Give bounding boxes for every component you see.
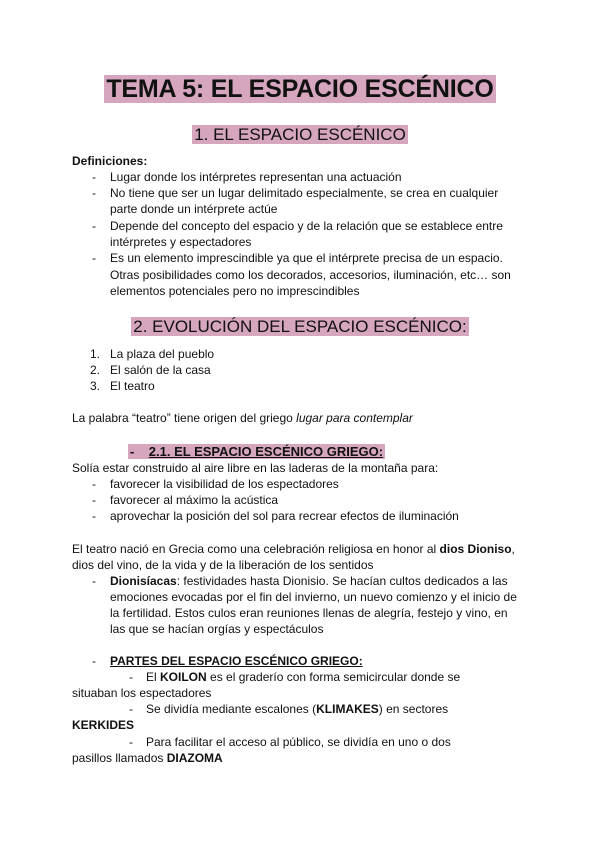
bullet-dash: - xyxy=(92,251,96,265)
list-item-plaza: La plaza del pueblo xyxy=(110,347,215,361)
section2-heading xyxy=(0,316,600,338)
list-item-salon: El salón de la casa xyxy=(110,363,211,377)
grecia-paragraph-line2: dios del vino, de la vida y de la liberación de los sentidos xyxy=(72,558,374,572)
bullet-dash: - xyxy=(92,186,96,200)
griego-intro: Solía estar construido al aire libre en las laderas de la montaña para: xyxy=(72,461,439,475)
bullet-dash: - xyxy=(129,702,133,716)
klimakes-line: Se dividía mediante escalones (KLIMAKES) en sectores xyxy=(146,702,449,716)
bullet-dash: - xyxy=(92,219,96,233)
griego-item-2: favorecer al máximo la acústica xyxy=(110,493,279,507)
definition-2-line2: parte donde un intérprete actúe xyxy=(110,202,278,216)
koilon-line2: situaban los espectadores xyxy=(72,686,212,700)
definition-1: Lugar donde los intérpretes representan una actuación xyxy=(110,170,402,184)
list-number: 3. xyxy=(90,379,101,393)
list-number: 2. xyxy=(90,363,101,377)
teatro-origin: La palabra “teatro” tiene origen del griego lugar para contemplar xyxy=(72,411,413,425)
definition-4-line2: Otras posibilidades como los decorados, accesorios, iluminación, etc… son xyxy=(110,268,511,282)
diazoma-line2: pasillos llamados DIAZOMA xyxy=(72,751,223,765)
bullet-dash: - xyxy=(92,477,96,491)
griego-item-1: favorecer la visibilidad de los espectadores xyxy=(110,477,339,491)
koilon-line1: El KOILON es el graderío con forma semicircular donde se xyxy=(146,670,461,684)
definition-3-line1: Depende del concepto del espacio y de la relación que se establece entre xyxy=(110,219,503,233)
page-title-text: TEMA 5: EL ESPACIO ESCÉNICO xyxy=(106,75,494,103)
bullet-dash: - xyxy=(92,654,96,668)
list-item-teatro: El teatro xyxy=(110,379,155,393)
definition-2-line1: No tiene que ser un lugar delimitado especialmente, se crea en cualquier xyxy=(110,186,499,200)
griego-item-3: aprovechar la posición del sol para recrear efectos de iluminación xyxy=(110,509,459,523)
dionisiacas-line4: las que se hacían orgías y espectáculos xyxy=(110,622,324,636)
dionisiacas-line3: la fertilidad. Estos culos eran reuniones llenas de alegría, festejo y vino, en xyxy=(110,606,508,620)
definitions-label: Definiciones: xyxy=(72,154,148,168)
bullet-dash: - xyxy=(92,574,96,588)
kerkides-line: KERKIDES xyxy=(72,718,135,732)
list-number: 1. xyxy=(90,347,101,361)
dionisiacas-line2: emociones evocadas por el fin del invierno, un nuevo comienzo y el inicio de xyxy=(110,590,517,604)
definition-4-line1: Es un elemento imprescindible ya que el intérprete precisa de un espacio. xyxy=(110,251,503,265)
section1-heading xyxy=(0,124,600,146)
diazoma-line1: Para facilitar el acceso al público, se dividía en uno o dos xyxy=(146,735,451,749)
dionisiacas-line1: Dionisíacas: festividades hasta Dionisio. Se hacían cultos dedicados a las xyxy=(110,574,508,588)
section1-heading-text: 1. EL ESPACIO ESCÉNICO xyxy=(194,125,406,144)
bullet-dash: - xyxy=(129,735,133,749)
section2-heading-text: 2. EVOLUCIÓN DEL ESPACIO ESCÉNICO: xyxy=(133,317,467,336)
bullet-dash: - xyxy=(129,670,133,684)
section21-heading: - 2.1. EL ESPACIO ESCÉNICO GRIEGO: xyxy=(130,444,384,459)
definition-3-line2: intérpretes y espectadores xyxy=(110,235,252,249)
grecia-paragraph-line1: El teatro nació en Grecia como una celebración religiosa en honor al dios Dioniso, xyxy=(72,542,515,556)
bullet-dash: - xyxy=(92,509,96,523)
page-title xyxy=(0,74,600,104)
bullet-dash: - xyxy=(92,493,96,507)
bullet-dash: - xyxy=(92,170,96,184)
partes-heading: PARTES DEL ESPACIO ESCÉNICO GRIEGO: xyxy=(110,654,363,668)
definition-4-line3: elementos potenciales pero no imprescindibles xyxy=(110,284,360,298)
